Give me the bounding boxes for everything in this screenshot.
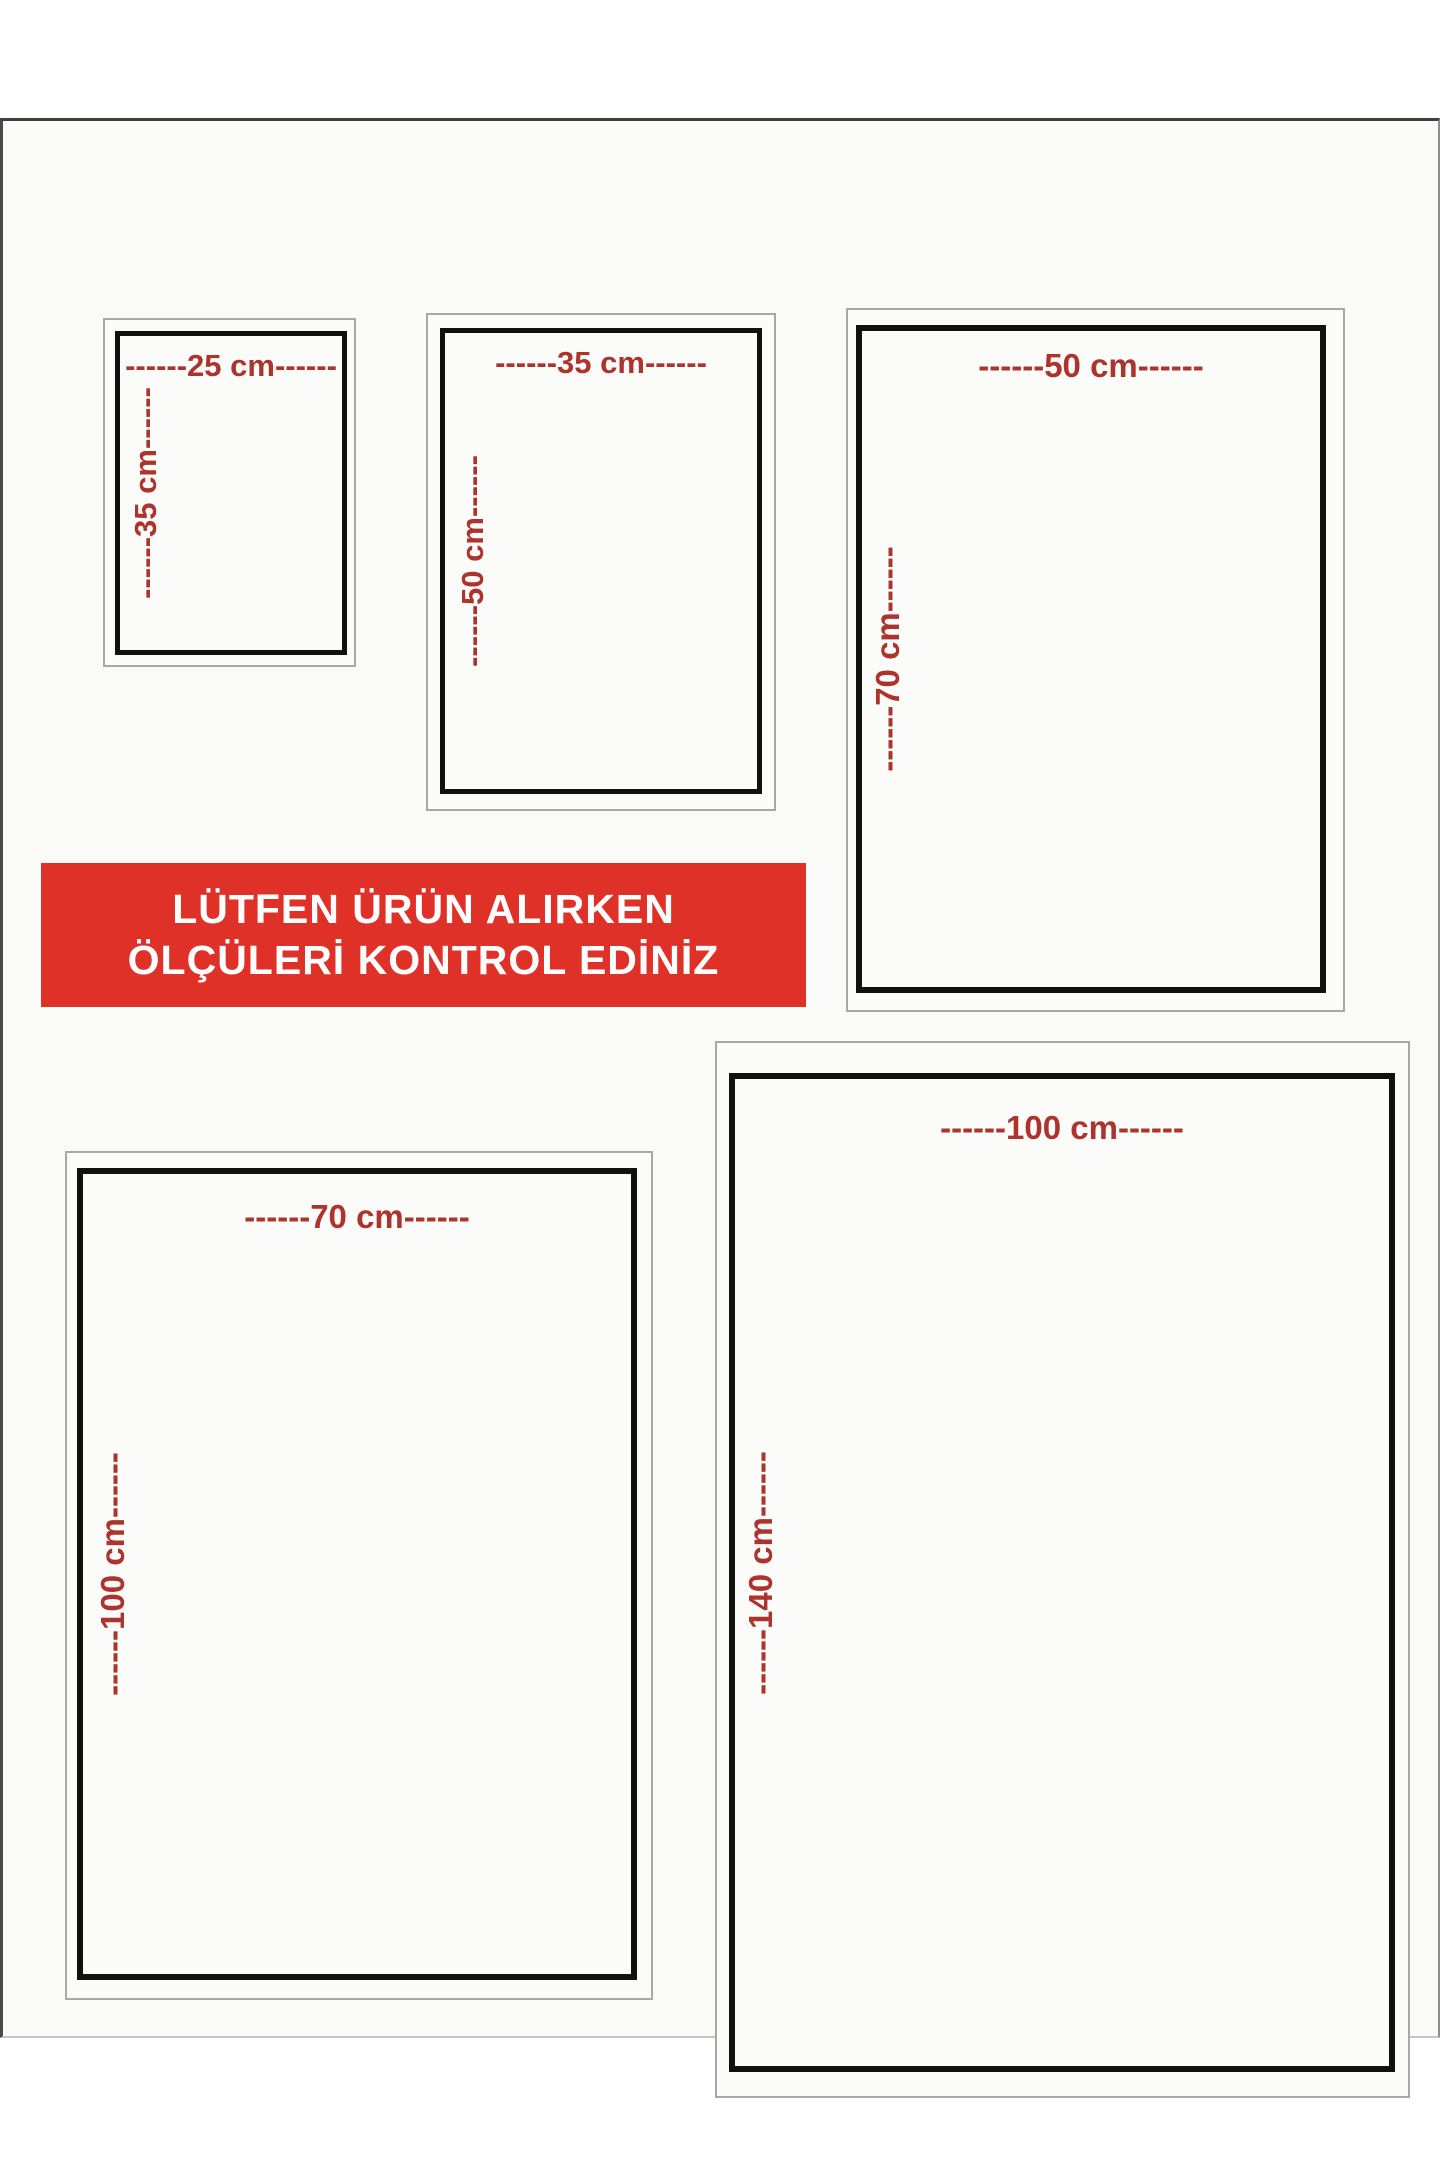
size-box-50x70-frame — [856, 325, 1326, 993]
warning-banner — [41, 863, 806, 1007]
height-label-140cm: ------140 cm------ — [742, 1450, 779, 1695]
width-label-70cm: ------70 cm------ — [244, 1198, 470, 1235]
size-box-35x50 — [426, 313, 776, 811]
size-box-70x100 — [65, 1151, 653, 2000]
width-label-25cm: ------25 cm------ — [125, 348, 337, 383]
warning-line-2: ÖLÇÜLERİ KONTROL EDİNİZ — [127, 937, 720, 983]
width-label-100cm: ------100 cm------ — [940, 1109, 1184, 1146]
height-label-35cm: ------35 cm------ — [128, 387, 163, 599]
height-label-70cm: ------70 cm------ — [869, 546, 906, 772]
width-label-35cm: ------35 cm------ — [495, 345, 707, 380]
size-box-100x140-frame — [729, 1073, 1395, 2072]
size-box-25x35-frame — [115, 331, 347, 655]
size-box-25x35 — [103, 318, 356, 667]
height-label-100cm: ------100 cm------ — [94, 1452, 131, 1696]
warning-line-1: LÜTFEN ÜRÜN ALIRKEN — [172, 885, 675, 932]
size-box-50x70 — [846, 308, 1345, 1012]
size-box-100x140 — [715, 1041, 1410, 2098]
scanned-page-area — [0, 118, 1440, 2038]
width-label-50cm: ------50 cm------ — [978, 347, 1204, 384]
size-box-35x50-frame — [440, 328, 762, 794]
size-box-70x100-frame — [77, 1168, 637, 1980]
height-label-50cm: ------50 cm------ — [455, 455, 490, 667]
